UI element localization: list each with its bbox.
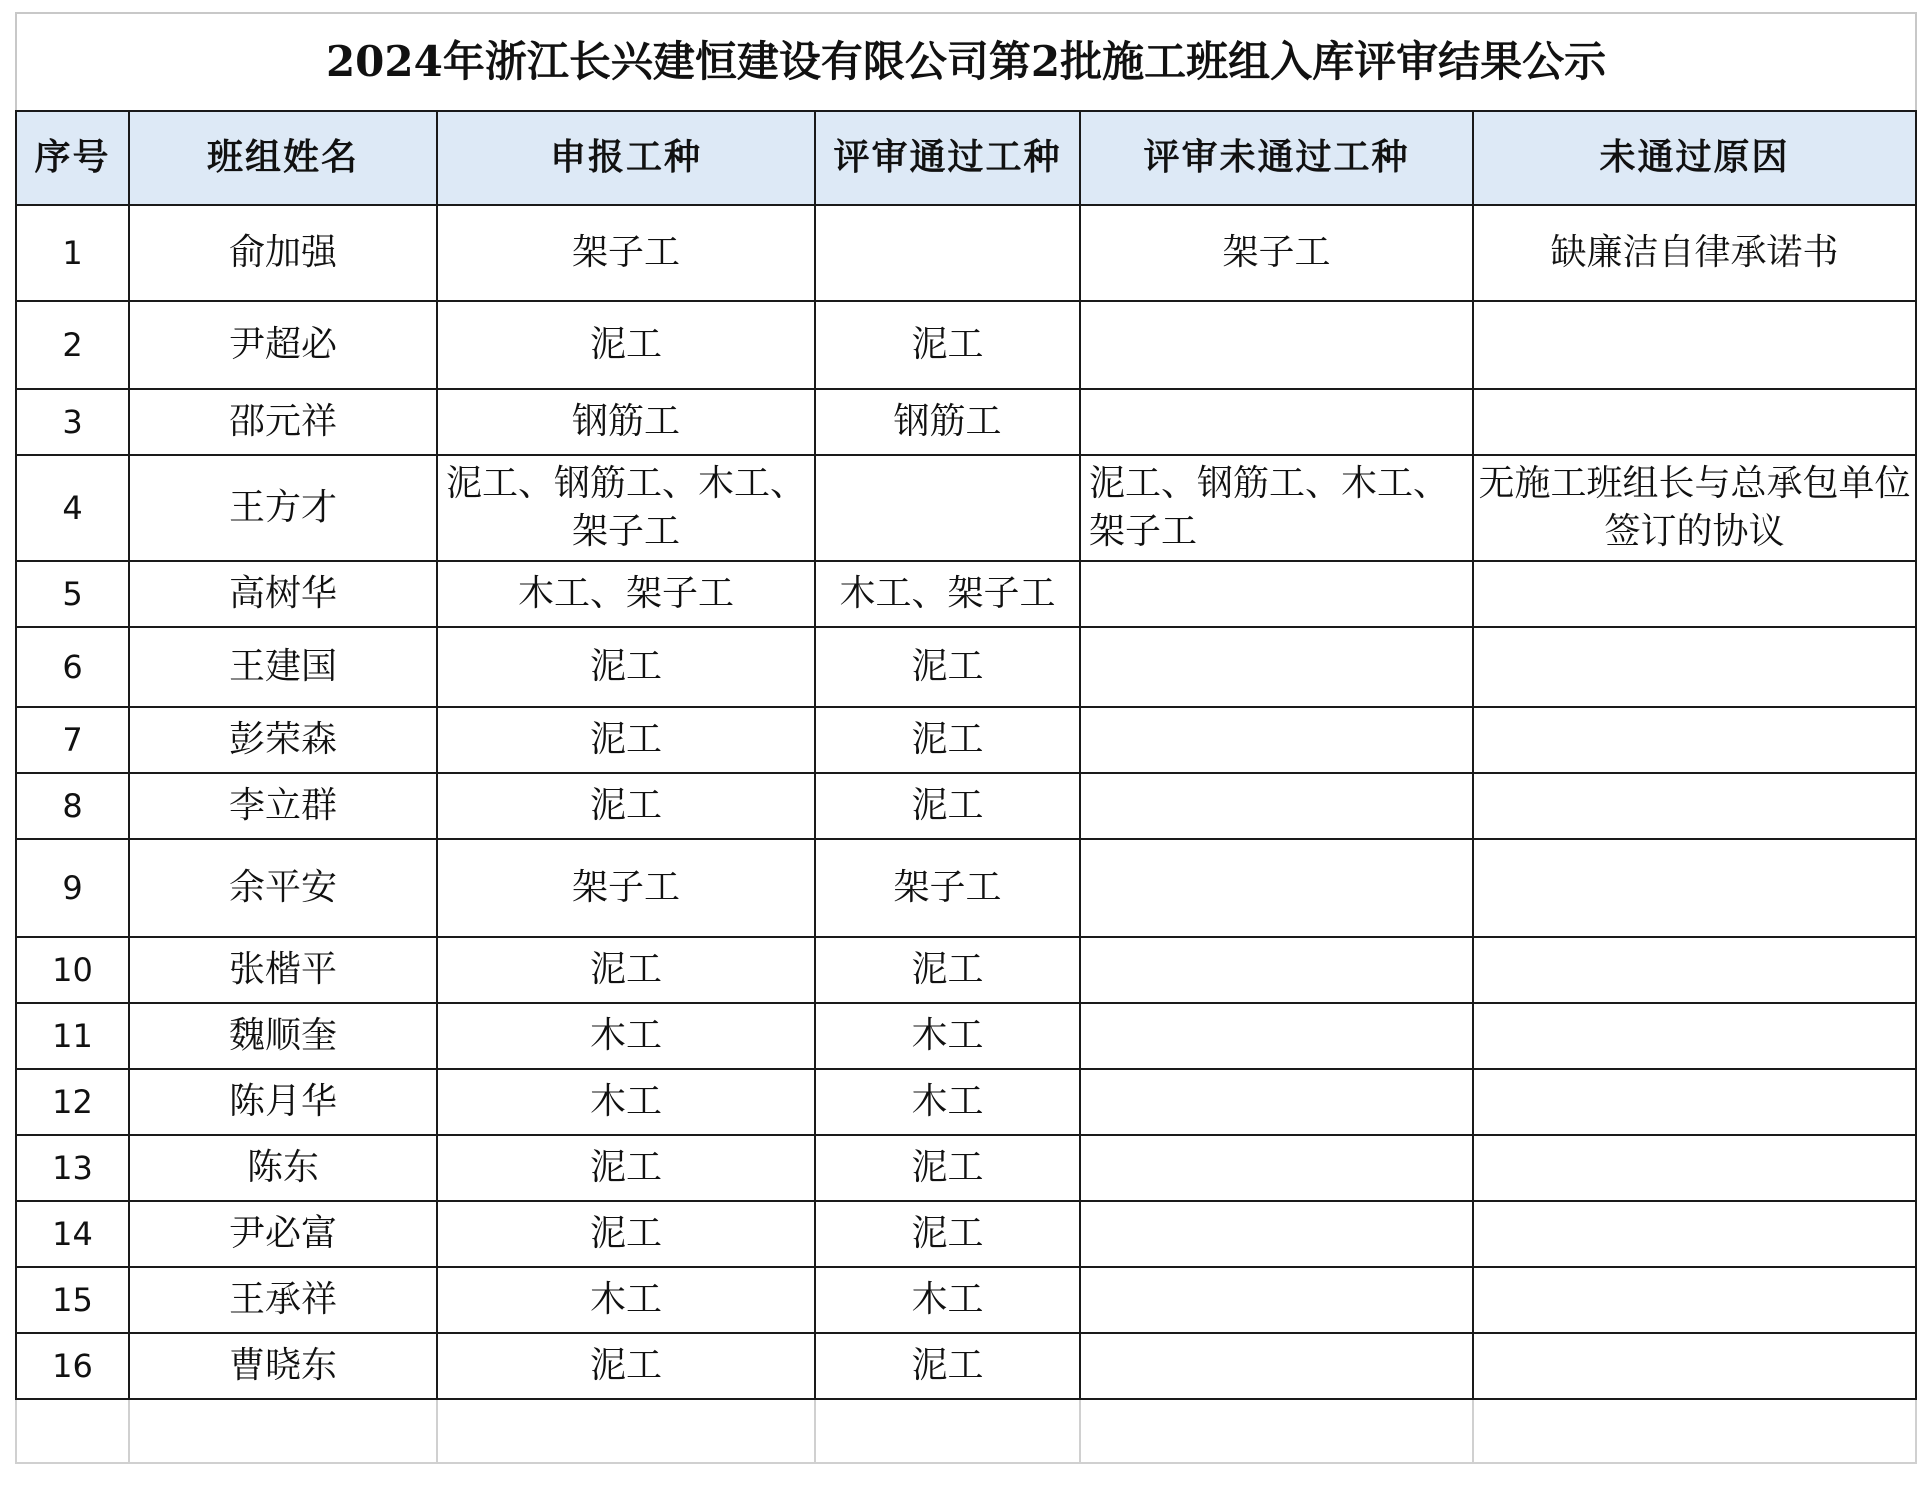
passed-trade: 泥工	[815, 1201, 1080, 1267]
table-row	[16, 707, 1916, 773]
fail-reason	[1473, 389, 1916, 455]
failed-trade	[1080, 1333, 1473, 1399]
empty-cell	[1080, 1399, 1473, 1463]
empty-cell	[437, 1399, 815, 1463]
failed-trade: 架子工	[1080, 205, 1473, 301]
passed-trade	[815, 205, 1080, 301]
review-result-table	[15, 12, 1917, 1464]
table-row	[16, 455, 1916, 561]
team-leader-name: 张楷平	[129, 937, 437, 1003]
page-title: 2024年浙江长兴建恒建设有限公司第2批施工班组入库评审结果公示	[16, 13, 1916, 111]
failed-trade	[1080, 1003, 1473, 1069]
failed-trade	[1080, 773, 1473, 839]
fail-reason	[1473, 1333, 1916, 1399]
fail-reason	[1473, 301, 1916, 389]
passed-trade: 泥工	[815, 707, 1080, 773]
applied-trade: 泥工、钢筋工、木工、架子工	[437, 455, 815, 561]
applied-trade: 架子工	[437, 839, 815, 937]
team-leader-name: 高树华	[129, 561, 437, 627]
empty-row	[16, 1399, 1916, 1463]
table-row	[16, 205, 1916, 301]
applied-trade: 木工、架子工	[437, 561, 815, 627]
fail-reason: 无施工班组长与总承包单位签订的协议	[1473, 455, 1916, 561]
header-seq: 序号	[16, 111, 129, 205]
team-leader-name: 尹超必	[129, 301, 437, 389]
applied-trade: 架子工	[437, 205, 815, 301]
row-number: 5	[16, 561, 129, 627]
applied-trade: 泥工	[437, 937, 815, 1003]
table-row	[16, 937, 1916, 1003]
failed-trade	[1080, 561, 1473, 627]
table-row	[16, 1267, 1916, 1333]
row-number: 6	[16, 627, 129, 707]
header-failed-trade: 评审未通过工种	[1080, 111, 1473, 205]
applied-trade: 泥工	[437, 1201, 815, 1267]
header-fail-reason: 未通过原因	[1473, 111, 1916, 205]
table-row	[16, 773, 1916, 839]
team-leader-name: 陈东	[129, 1135, 437, 1201]
header-team-name: 班组姓名	[129, 111, 437, 205]
failed-trade	[1080, 1069, 1473, 1135]
applied-trade: 钢筋工	[437, 389, 815, 455]
row-number: 12	[16, 1069, 129, 1135]
table-row	[16, 389, 1916, 455]
title-row	[16, 13, 1916, 111]
failed-trade	[1080, 389, 1473, 455]
applied-trade: 泥工	[437, 1333, 815, 1399]
row-number: 16	[16, 1333, 129, 1399]
fail-reason	[1473, 773, 1916, 839]
team-leader-name: 俞加强	[129, 205, 437, 301]
row-number: 10	[16, 937, 129, 1003]
row-number: 7	[16, 707, 129, 773]
table-row	[16, 1135, 1916, 1201]
table-row	[16, 839, 1916, 937]
fail-reason	[1473, 707, 1916, 773]
table-row	[16, 627, 1916, 707]
failed-trade	[1080, 1135, 1473, 1201]
failed-trade	[1080, 301, 1473, 389]
failed-trade	[1080, 1267, 1473, 1333]
fail-reason	[1473, 1069, 1916, 1135]
table-row	[16, 1333, 1916, 1399]
passed-trade: 木工	[815, 1003, 1080, 1069]
fail-reason	[1473, 937, 1916, 1003]
team-leader-name: 曹晓东	[129, 1333, 437, 1399]
header-passed-trade: 评审通过工种	[815, 111, 1080, 205]
team-leader-name: 余平安	[129, 839, 437, 937]
passed-trade: 木工、架子工	[815, 561, 1080, 627]
applied-trade: 泥工	[437, 627, 815, 707]
header-row	[16, 111, 1916, 205]
table-row	[16, 1201, 1916, 1267]
applied-trade: 木工	[437, 1267, 815, 1333]
empty-cell	[16, 1399, 129, 1463]
passed-trade	[815, 455, 1080, 561]
fail-reason	[1473, 1135, 1916, 1201]
row-number: 13	[16, 1135, 129, 1201]
row-number: 2	[16, 301, 129, 389]
team-leader-name: 陈月华	[129, 1069, 437, 1135]
fail-reason	[1473, 1201, 1916, 1267]
failed-trade: 泥工、钢筋工、木工、架子工	[1080, 455, 1473, 561]
table-row	[16, 1069, 1916, 1135]
failed-trade	[1080, 839, 1473, 937]
team-leader-name: 魏顺奎	[129, 1003, 437, 1069]
applied-trade: 泥工	[437, 1135, 815, 1201]
fail-reason: 缺廉洁自律承诺书	[1473, 205, 1916, 301]
passed-trade: 泥工	[815, 1135, 1080, 1201]
applied-trade: 木工	[437, 1003, 815, 1069]
fail-reason	[1473, 1003, 1916, 1069]
passed-trade: 泥工	[815, 1333, 1080, 1399]
passed-trade: 泥工	[815, 937, 1080, 1003]
passed-trade: 泥工	[815, 773, 1080, 839]
fail-reason	[1473, 839, 1916, 937]
empty-cell	[815, 1399, 1080, 1463]
row-number: 14	[16, 1201, 129, 1267]
passed-trade: 架子工	[815, 839, 1080, 937]
fail-reason	[1473, 561, 1916, 627]
header-applied-trade: 申报工种	[437, 111, 815, 205]
row-number: 4	[16, 455, 129, 561]
table-row	[16, 561, 1916, 627]
applied-trade: 泥工	[437, 301, 815, 389]
team-leader-name: 王建国	[129, 627, 437, 707]
team-leader-name: 彭荣森	[129, 707, 437, 773]
table-row	[16, 301, 1916, 389]
failed-trade	[1080, 1201, 1473, 1267]
failed-trade	[1080, 937, 1473, 1003]
empty-cell	[1473, 1399, 1916, 1463]
failed-trade	[1080, 707, 1473, 773]
applied-trade: 泥工	[437, 707, 815, 773]
team-leader-name: 尹必富	[129, 1201, 437, 1267]
passed-trade: 木工	[815, 1267, 1080, 1333]
fail-reason	[1473, 627, 1916, 707]
team-leader-name: 王承祥	[129, 1267, 437, 1333]
row-number: 15	[16, 1267, 129, 1333]
passed-trade: 泥工	[815, 627, 1080, 707]
passed-trade: 钢筋工	[815, 389, 1080, 455]
table-row	[16, 1003, 1916, 1069]
applied-trade: 泥工	[437, 773, 815, 839]
applied-trade: 木工	[437, 1069, 815, 1135]
failed-trade	[1080, 627, 1473, 707]
row-number: 11	[16, 1003, 129, 1069]
team-leader-name: 李立群	[129, 773, 437, 839]
empty-cell	[129, 1399, 437, 1463]
row-number: 9	[16, 839, 129, 937]
row-number: 1	[16, 205, 129, 301]
passed-trade: 泥工	[815, 301, 1080, 389]
row-number: 3	[16, 389, 129, 455]
row-number: 8	[16, 773, 129, 839]
passed-trade: 木工	[815, 1069, 1080, 1135]
team-leader-name: 邵元祥	[129, 389, 437, 455]
team-leader-name: 王方才	[129, 455, 437, 561]
fail-reason	[1473, 1267, 1916, 1333]
